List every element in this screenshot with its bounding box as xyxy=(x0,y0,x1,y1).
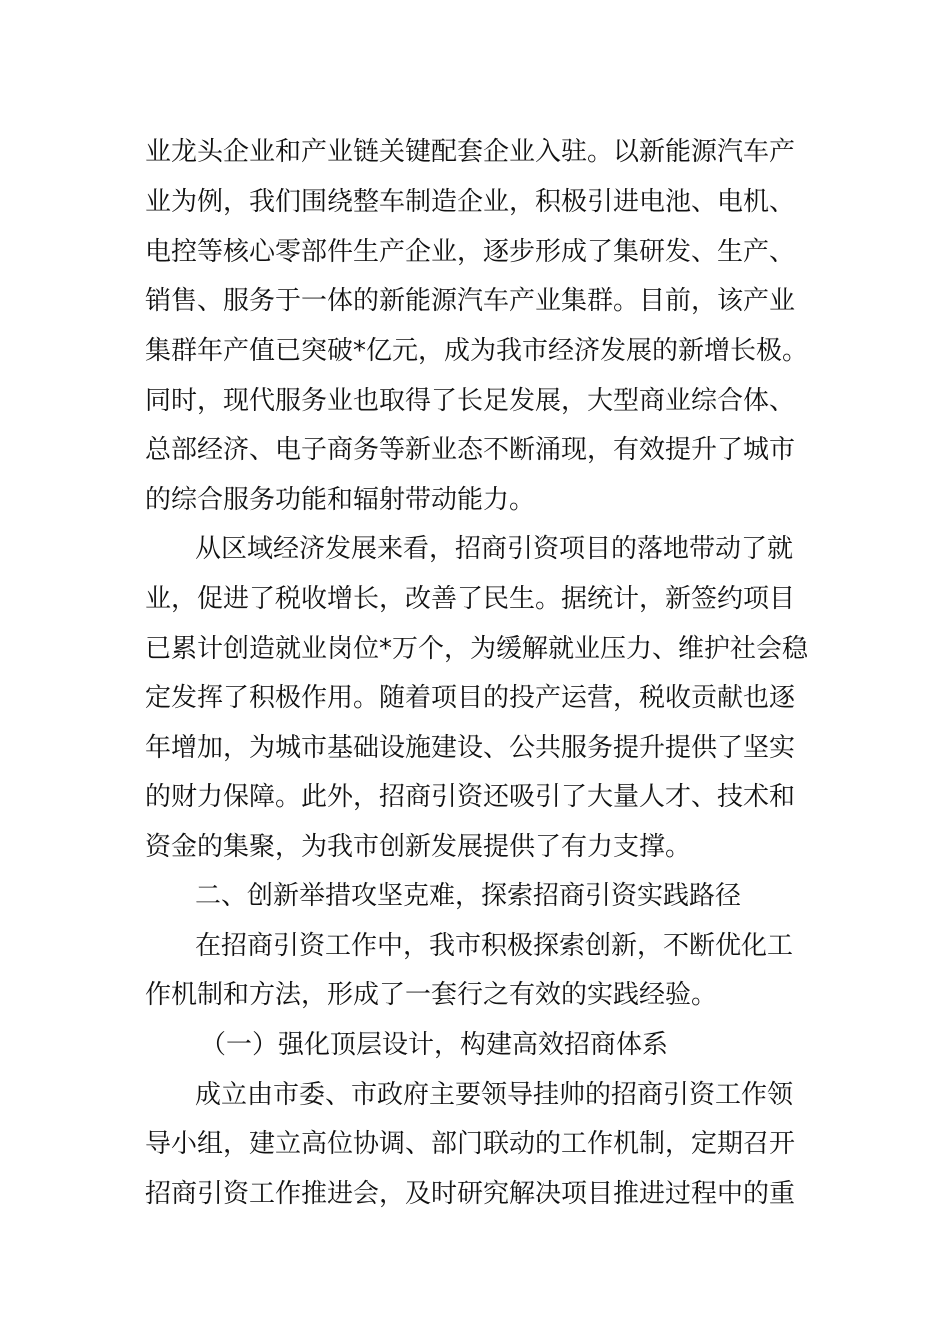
paragraph-first-line: 成立由市委、市政府主要领导挂帅的招商引资工作领 xyxy=(195,1080,794,1110)
body-text-line: 资金的集聚，为我市创新发展提供了有力支撑。 xyxy=(145,832,692,862)
body-text-line: 定发挥了积极作用。随着项目的投产运营，税收贡献也逐 xyxy=(145,683,796,713)
body-text-line: 业龙头企业和产业链关键配套企业入驻。以新能源汽车产 xyxy=(145,137,796,167)
body-text-line: 已累计创造就业岗位*万个，为缓解就业压力、维护社会稳 xyxy=(145,634,809,664)
body-text-line: 集群年产值已突破*亿元，成为我市经济发展的新增长极。 xyxy=(145,336,809,366)
section-heading: 二、创新举措攻坚克难，探索招商引资实践路径 xyxy=(195,881,742,911)
body-text-line: 年增加，为城市基础设施建设、公共服务提升提供了坚实 xyxy=(145,733,796,763)
body-text-line: 的综合服务功能和辐射带动能力。 xyxy=(145,485,536,515)
body-text-line: 业，促进了税收增长，改善了民生。据统计，新签约项目 xyxy=(145,584,796,614)
body-text-line: 同时，现代服务业也取得了长足发展，大型商业综合体、 xyxy=(145,386,796,416)
paragraph-first-line: 从区域经济发展来看，招商引资项目的落地带动了就 xyxy=(195,534,794,564)
body-text-line: 总部经济、电子商务等新业态不断涌现，有效提升了城市 xyxy=(145,435,796,465)
body-text-line: 的财力保障。此外，招商引资还吸引了大量人才、技术和 xyxy=(145,782,796,812)
body-text-line: 销售、服务于一体的新能源汽车产业集群。目前，该产业 xyxy=(145,286,796,316)
paragraph-first-line: 在招商引资工作中，我市积极探索创新，不断优化工 xyxy=(195,931,794,961)
body-text-line: 导小组，建立高位协调、部门联动的工作机制，定期召开 xyxy=(145,1129,796,1159)
body-text-line: 业为例，我们围绕整车制造企业，积极引进电池、电机、 xyxy=(145,187,796,217)
body-text-line: 作机制和方法，形成了一套行之有效的实践经验。 xyxy=(145,980,718,1010)
body-text-line: 招商引资工作推进会，及时研究解决项目推进过程中的重 xyxy=(145,1179,796,1209)
subsection-heading: （一）强化顶层设计，构建高效招商体系 xyxy=(200,1030,669,1060)
body-text-line: 电控等核心零部件生产企业，逐步形成了集研发、生产、 xyxy=(145,237,796,267)
